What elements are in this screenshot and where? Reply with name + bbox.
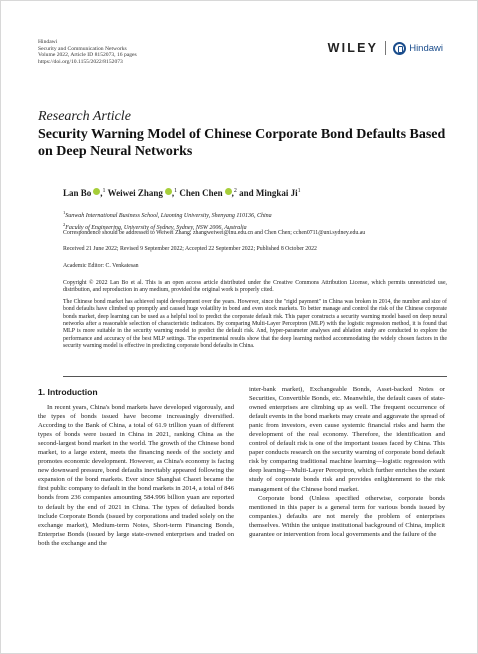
copyright-notice: Copyright © 2022 Lan Bo et al. This is an open access article distributed under the Creative Commons Attribution License, which permits unrestricted use, distribution, and reproduction in any medium, provided the original work is properly cited. <box>63 280 447 294</box>
doi-link[interactable]: https://doi.org/10.1155/2022/8152073 <box>38 58 123 65</box>
author-affil-mark: 1 <box>174 188 178 194</box>
section-divider <box>63 376 447 377</box>
correspondence-line: Correspondence should be addressed to Weiwei Zhang; zhangweiwei@lnu.edu.cn and Chen Chen; cchen0711@uni.sydney.edu.au <box>63 230 366 236</box>
affiliations <box>63 209 272 232</box>
author-affil-mark: 2 <box>233 188 237 194</box>
hindawi-wordmark: Hindawi <box>409 42 443 54</box>
affiliation-text: Sunwah International Business School, Liaoning University, Shenyang 110136, China <box>65 213 272 219</box>
orcid-icon[interactable] <box>225 188 232 195</box>
dates-line: Received 21 June 2022; Revised 9 September 2022; Accepted 22 September 2022; Published 8 October 2022 <box>63 246 317 252</box>
hindawi-icon <box>393 42 406 55</box>
paragraph: In recent years, China's bond markets have developed vigorously, and the types of bonds issued have become increasingly diversified. According to the Bank of China, a total of 61.9 trillion yuan of different types of bonds were issued in China in 2021, ranking China as the second-largest bond market in the world. The growth of the Chinese bond market, to a large extent, meets the financing needs of the society and promotes economic development. However, as China's economy is facing new downward pressure, bond defaults inevitably appeared following the expansion of the bond markets. Ever since Shanghai Chaori became the first public company to default in the bond markets in 2014, a total of 846 bonds from 236 companies amounting 584.996 billion yuan are reported to default by the end of 2021 in China. The types of defaulted bonds include Corporate Bonds (issued by corporations and traded solely on the exchange market), Medium-term Notes, Short-term Financing Bonds, Enterprise Bonds (issued by large state-owned enterprises and traded on both the exchange and the <box>38 404 234 547</box>
logo-divider <box>385 41 386 55</box>
journal-header <box>38 39 137 65</box>
journal-line: Volume 2022, Article ID 8152073, 16 pages <box>38 52 137 59</box>
orcid-icon[interactable] <box>165 188 172 195</box>
paragraph: Corporate bond (Unless specified otherwise, corporate bonds mentioned in this paper is a general term for various bonds issued by companies.) defaults are not merely the problem of enterprises themselves. Within the unique institutional background of China, implicit guarantee or intervention from local governments and the failure of the <box>249 494 445 538</box>
abstract: The Chinese bond market has achieved rapid development over the years. However, since the "rigid payment" in China was broken in 2014, the number and size of bond defaults have climbed up promptly and caused huge volatility in bond and even stock markets. To better manage and control the risk of the Chinese corporate bonds market, deep learning can be used as a helpful tool to predict the corporate default risk. This paper constructs a security warning model based on deep neural networks after a reasonable selection of characteristic indicators. By comparing Multi-Layer Perceptron (MLP) with the logistic regression method, it is found that MLP is more suitable in the security warning model to predict the default risk. And, hyper-parameter analyses and ablation study are conducted to explore the performance and accuracy of the best MLP settings. The experimental results show that the deep learning method accommodating the widely chosen factors in the security warning model is effective in predicting corporate bond defaults in China. <box>63 299 447 350</box>
article-title: Security Warning Model of Chinese Corporate Bond Defaults Based on Deep Neural Networks <box>38 127 446 159</box>
author-name[interactable]: Lan Bo <box>63 188 92 198</box>
body-column-right <box>249 385 445 539</box>
body-column-left <box>38 403 234 548</box>
section-heading: 1. Introduction <box>38 387 98 397</box>
affiliation-mark: 1 <box>63 210 66 215</box>
author-name[interactable]: Weiwei Zhang <box>107 188 163 198</box>
paragraph: inter-bank market), Exchangeable Bonds, Asset-backed Notes or Securities, Convertible Bonds, etc. Meanwhile, the default cases of state-owned enterprises are climbing up as well. The frequent occurrence of default events in the bond markets may create and aggravate the spread of panic from investors, even cause systemic financial risks and harm the development of the real economy. Therefore, the identification and control of default risk is one of the important issues faced by China. This paper conducts research on the security warning of corporate bond default risk by comparing traditional machine learning—logistic regression with deep learning—Multi-Layer Perceptron, which further enriches the extant study of corporate bonds risk and provides enlightenment to the risk management of the Chinese bond market. <box>249 386 445 493</box>
author-affil-mark: 1 <box>297 188 301 194</box>
affiliation-mark: 2 <box>63 221 66 227</box>
author-name[interactable]: Mingkai Ji <box>255 188 298 198</box>
hindawi-logo <box>393 42 443 55</box>
affiliation-line <box>63 209 272 221</box>
author-affil-mark: 1 <box>102 188 106 194</box>
article-type: Research Article <box>38 109 131 124</box>
publisher-logos <box>328 41 443 55</box>
author-conjunction: and <box>239 188 254 198</box>
affiliation-text: Faculty of Engineering, University of Sydney, Sydney, NSW 2006, Australia <box>65 224 247 231</box>
academic-editor: Academic Editor: C. Venkatesan <box>63 263 139 269</box>
orcid-icon[interactable] <box>93 188 100 195</box>
journal-line: Security and Communication Networks <box>38 45 127 52</box>
journal-line: Hindawi <box>38 39 58 45</box>
wiley-logo: WILEY <box>327 41 379 55</box>
author-name[interactable]: Chen Chen <box>179 188 223 198</box>
author-list: Lan Bo ,$^1$ Weiwei Zhang ,$^1$ Chen Chen ,$^2$ and Mingkai Ji$^1$ <box>63 188 301 198</box>
